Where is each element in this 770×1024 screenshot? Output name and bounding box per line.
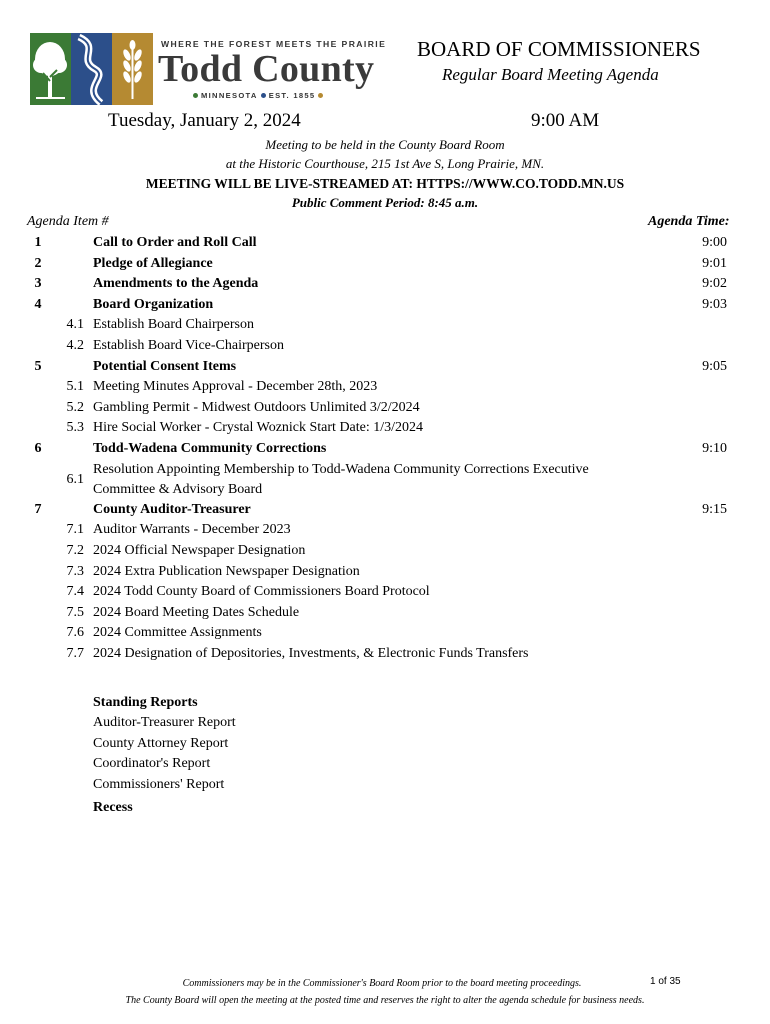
green-dot-icon (193, 93, 198, 98)
item-title: 2024 Designation of Depositories, Investments, & Electronic Funds Transfers (93, 646, 529, 661)
subitem-number: 6.1 (66, 471, 84, 487)
board-title: BOARD OF COMMISSIONERS (417, 37, 701, 61)
livestream-notice: MEETING WILL BE LIVE-STREAMED AT: HTTPS://WWW.CO.TODD.MN.US (145, 176, 625, 191)
item-title: Call to Order and Roll Call (93, 235, 257, 250)
item-title: 2024 Extra Publication Newspaper Designation (93, 563, 360, 579)
item-number: 1 (34, 235, 42, 250)
agenda-subitem-row (0, 315, 770, 335)
item-time: 9:02 (702, 276, 727, 292)
agenda-section-row (0, 254, 770, 274)
subitem-number: 5.1 (66, 379, 84, 395)
agenda-subitem-row (0, 336, 770, 356)
item-title: Board Organization (93, 296, 214, 312)
item-title: Pledge of Allegiance (93, 255, 213, 271)
subitem-number: 7.7 (66, 646, 84, 661)
item-title: Potential Consent Items (93, 358, 237, 374)
agenda-subitem-row (0, 603, 770, 623)
subitem-number: 4.1 (66, 317, 84, 333)
item-time: 9:05 (702, 358, 727, 374)
item-title: 2024 Committee Assignments (93, 625, 262, 641)
tree-icon (30, 33, 71, 105)
item-title: Gambling Permit - Midwest Outdoors Unlimited 3/2/2024 (93, 399, 420, 415)
agenda-section-row (0, 274, 770, 294)
item-title: Todd-Wadena Community Corrections (93, 441, 327, 456)
item-title: Hire Social Worker - Crystal Woznick Start Date: 1/3/2024 (93, 420, 424, 436)
standing-reports-heading: Standing Reports (93, 695, 198, 710)
item-title: 2024 Board Meeting Dates Schedule (93, 604, 300, 620)
item-time: 9:00 (702, 235, 727, 250)
subitem-number: 7.4 (66, 584, 84, 600)
report-item: County Attorney Report (93, 736, 229, 751)
footer-note-1-text: Commissioners may be in the Commissioner's Board Room prior to the board meeting proceedings. (182, 978, 582, 989)
subitem-number: 7.1 (66, 522, 84, 538)
agenda-section-row (0, 500, 770, 520)
item-number: 3 (34, 276, 42, 292)
item-title: Establish Board Vice-Chairperson (93, 338, 284, 353)
agenda-subitem-row (0, 398, 770, 418)
agenda-subitem-row (0, 418, 770, 438)
logo-state: MINNESOTA (201, 91, 258, 100)
item-title: Amendments to the Agenda (93, 276, 259, 292)
agenda-subitem-row (0, 541, 770, 561)
agenda-section-row (0, 295, 770, 315)
item-title: Meeting Minutes Approval - December 28th, 2023 (93, 379, 378, 395)
item-number: 7 (34, 501, 42, 517)
agenda-subitem-row (0, 623, 770, 643)
wheat-icon (112, 33, 153, 105)
subitem-number: 7.3 (66, 563, 84, 579)
agenda-subitem-row (0, 644, 770, 664)
report-item: Coordinator's Report (93, 756, 211, 771)
item-title: 2024 Todd County Board of Commissioners Board Protocol (93, 584, 430, 600)
report-item: Commissioners' Report (93, 777, 225, 792)
agenda-subitem-row (0, 377, 770, 397)
location-line-2: at the Historic Courthouse, 215 1st Ave S, Long Prairie, MN. (225, 156, 545, 171)
logo-established: EST. 1855 (268, 91, 316, 100)
agenda-subitem-row (0, 582, 770, 602)
river-icon (71, 33, 112, 105)
item-title-continued: Committee & Advisory Board (93, 482, 263, 498)
agenda-subitem-row (0, 562, 770, 582)
agenda-section-row (0, 233, 770, 253)
logo-wordmark: Todd County (158, 48, 375, 90)
item-title: County Auditor-Treasurer (93, 501, 251, 517)
agenda-time-header: Agenda Time: (648, 214, 730, 229)
blue-dot-icon (261, 93, 266, 98)
recess-label: Recess (93, 800, 133, 815)
subitem-number: 7.5 (66, 604, 84, 620)
agenda-subitem-row (0, 460, 770, 501)
item-time: 9:15 (702, 501, 727, 517)
page-number: 1 of 35 (650, 976, 681, 987)
report-item: Auditor-Treasurer Report (93, 715, 236, 730)
item-number: 5 (34, 358, 42, 374)
subitem-number: 7.6 (66, 625, 84, 641)
item-time: 9:03 (702, 296, 727, 312)
gold-dot-icon (318, 93, 323, 98)
subitem-number: 5.2 (66, 399, 84, 415)
agenda-subitem-row (0, 520, 770, 540)
public-comment-period: Public Comment Period: 8:45 a.m. (291, 195, 479, 210)
subitem-number: 4.2 (66, 338, 84, 353)
item-title: Resolution Appointing Membership to Todd-Wadena Community Corrections Executive (93, 461, 589, 477)
meeting-time: 9:00 AM (531, 110, 600, 131)
item-title: 2024 Official Newspaper Designation (93, 543, 306, 558)
logo-subline (190, 91, 326, 100)
subitem-number: 5.3 (66, 420, 84, 436)
item-time: 9:01 (702, 255, 727, 271)
board-subtitle: Regular Board Meeting Agenda (442, 65, 659, 84)
logo-tagline: WHERE THE FOREST MEETS THE PRAIRIE (161, 39, 387, 49)
location-line-1: Meeting to be held in the County Board Room (265, 137, 505, 152)
item-time: 9:10 (702, 441, 727, 456)
todd-county-logo (30, 33, 390, 105)
item-number: 2 (34, 255, 42, 271)
item-title: Establish Board Chairperson (93, 317, 254, 333)
item-number: 6 (34, 441, 42, 456)
subitem-number: 7.2 (66, 543, 84, 558)
agenda-item-header: Agenda Item # (27, 214, 109, 229)
item-number: 4 (34, 296, 42, 312)
meeting-date: Tuesday, January 2, 2024 (108, 110, 301, 131)
item-title: Auditor Warrants - December 2023 (93, 522, 291, 538)
agenda-section-row (0, 439, 770, 459)
agenda-section-row (0, 357, 770, 377)
footer-note-2: The County Board will open the meeting at the posted time and reserves the right to alter the agenda schedule for business needs. (125, 995, 645, 1006)
